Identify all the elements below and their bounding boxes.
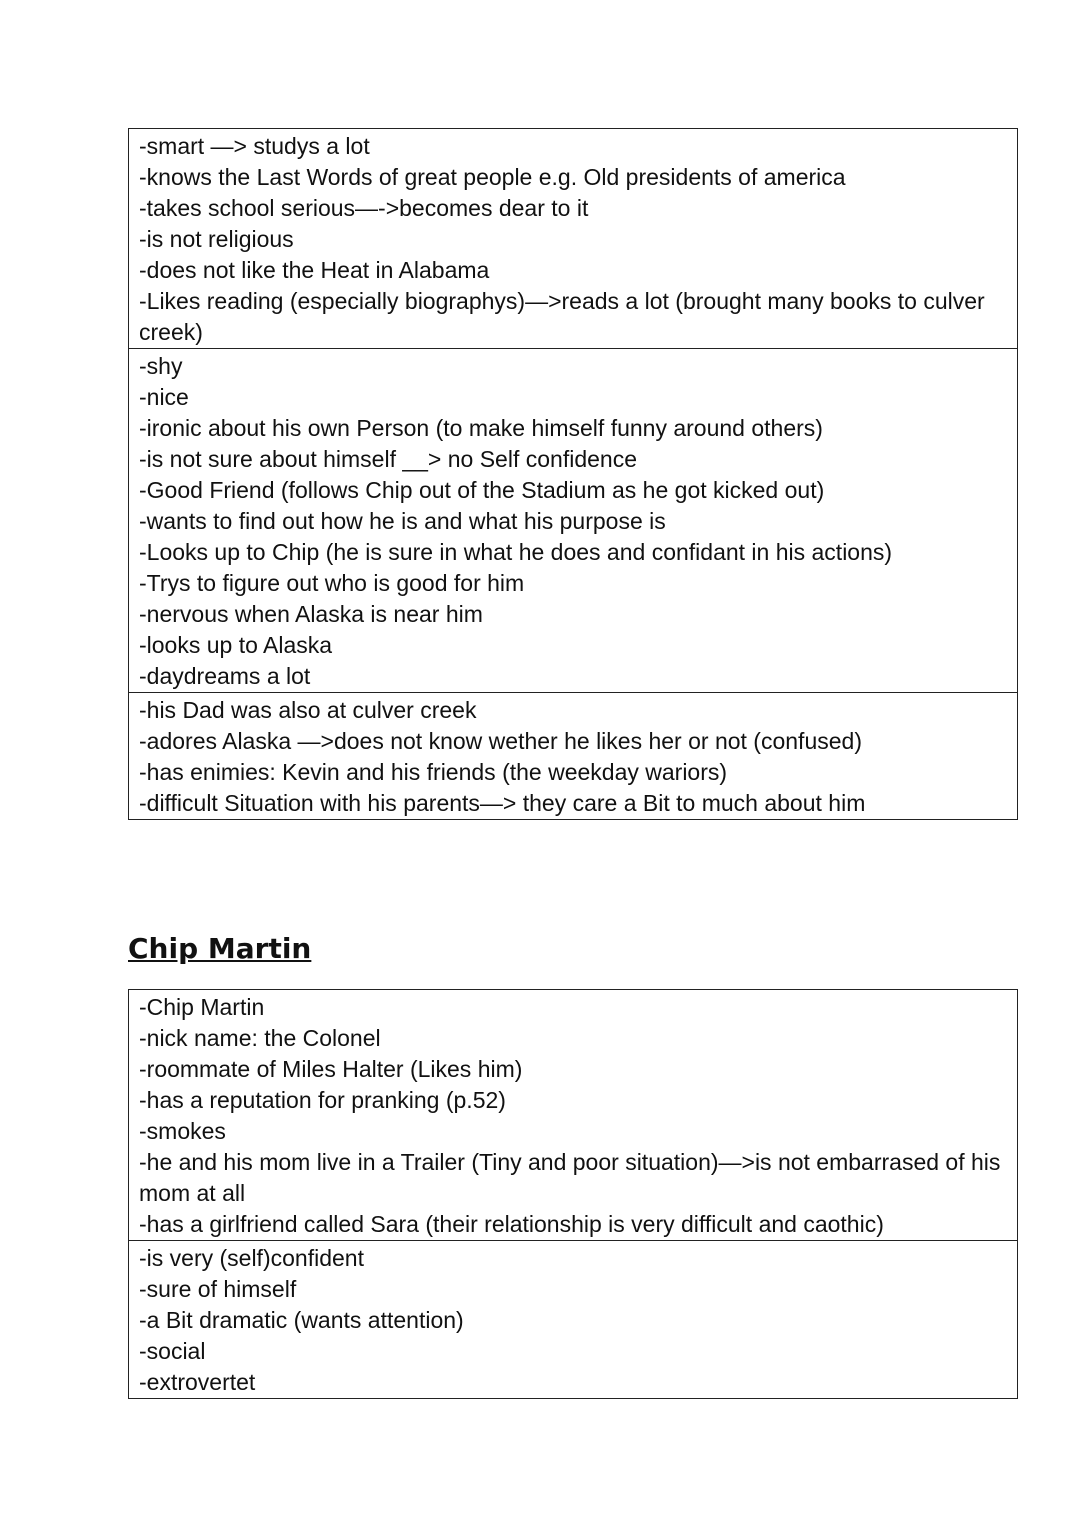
table-line: -Trys to figure out who is good for him — [139, 570, 525, 596]
table-line: -smokes — [139, 1118, 226, 1144]
table-cell-relationships — [129, 692, 1017, 819]
table-line: -nervous when Alaska is near him — [139, 601, 483, 627]
table-line: -daydreams a lot — [139, 663, 311, 689]
table-line: -is not religious — [139, 226, 294, 252]
table-cell-personality — [129, 348, 1017, 692]
chip-traits-table — [128, 989, 1018, 1399]
table-line: -wants to find out how he is and what his purpose is — [139, 508, 666, 534]
section-heading-chip-martin: Chip Martin — [128, 932, 312, 965]
table-line: -smart —> studys a lot — [139, 133, 370, 159]
table-line: -Likes reading (especially biographys)—>reads a lot (brought many books to culver creek) — [139, 288, 985, 345]
table-line: -difficult Situation with his parents—> they care a Bit to much about him — [139, 790, 866, 816]
table-line: -takes school serious—->becomes dear to it — [139, 195, 589, 221]
table-line: -ironic about his own Person (to make himself funny around others) — [139, 415, 823, 441]
table-line: -does not like the Heat in Alabama — [139, 257, 490, 283]
table-line: -Good Friend (follows Chip out of the Stadium as he got kicked out) — [139, 477, 825, 503]
table-line: -is very (self)confident — [139, 1245, 364, 1271]
table-line: -adores Alaska —>does not know wether he likes her or not (confused) — [139, 728, 862, 754]
table-line: -his Dad was also at culver creek — [139, 697, 477, 723]
table-line: -nice — [139, 384, 189, 410]
table-line: -sure of himself — [139, 1276, 297, 1302]
table-cell-facts — [129, 129, 1017, 348]
table-line: -knows the Last Words of great people e.g. Old presidents of america — [139, 164, 846, 190]
table-line: -shy — [139, 353, 183, 379]
table-line: -Chip Martin — [139, 994, 265, 1020]
table-line: -looks up to Alaska — [139, 632, 333, 658]
table-line: -a Bit dramatic (wants attention) — [139, 1307, 464, 1333]
table-line: -has enimies: Kevin and his friends (the weekday wariors) — [139, 759, 728, 785]
table-cell-personality — [129, 1240, 1017, 1398]
table-line: -has a reputation for pranking (p.52) — [139, 1087, 506, 1113]
miles-traits-table — [128, 128, 1018, 820]
table-line: -has a girlfriend called Sara (their relationship is very difficult and caothic) — [139, 1211, 884, 1237]
table-line: -nick name: the Colonel — [139, 1025, 381, 1051]
table-cell-facts — [129, 990, 1017, 1240]
table-line: -Looks up to Chip (he is sure in what he does and confidant in his actions) — [139, 539, 893, 565]
table-line: -extrovertet — [139, 1369, 256, 1395]
table-line: -roommate of Miles Halter (Likes him) — [139, 1056, 523, 1082]
table-line: -is not sure about himself __> no Self confidence — [139, 446, 637, 472]
table-line: -he and his mom live in a Trailer (Tiny and poor situation)—>is not embarrased of his mom at all — [139, 1149, 1001, 1206]
table-line: -social — [139, 1338, 206, 1364]
